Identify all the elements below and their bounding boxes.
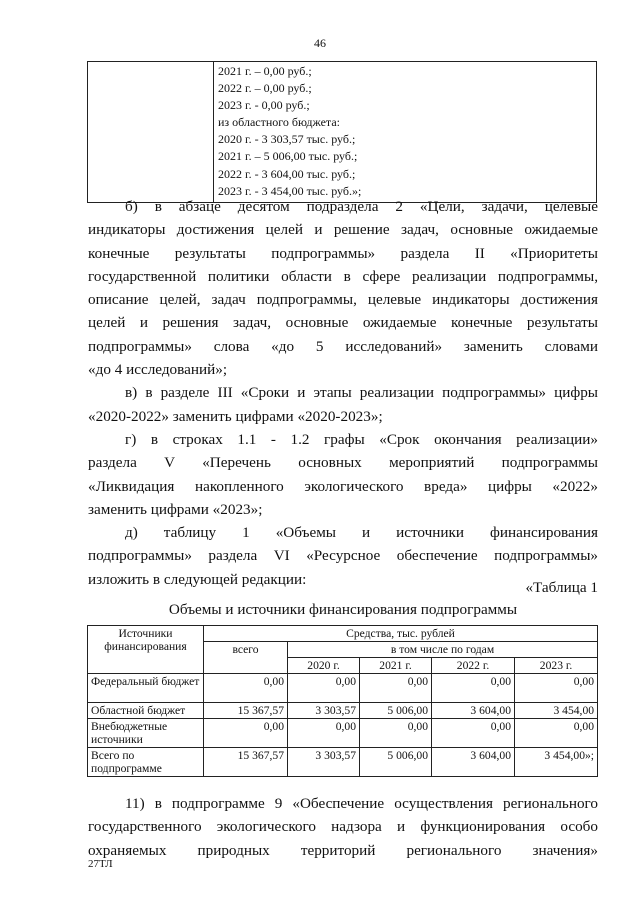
- value-cell: 5 006,00: [360, 748, 432, 777]
- header-year: 2023 г.: [515, 658, 598, 674]
- funding-line: 2023 г. - 3 454,00 тыс. руб.»;: [218, 183, 362, 198]
- paragraph-line: «до 4 исследований»;: [88, 361, 228, 379]
- header-total: всего: [204, 642, 288, 674]
- paragraph-line: конечные результаты подпрограммы» раздела II «Приоритеты: [88, 244, 598, 262]
- continuation-table-right-cell: [214, 62, 597, 203]
- funding-line: 2021 г. – 5 006,00 тыс. руб.;: [218, 149, 358, 164]
- paragraph-line: раздела V «Перечень основных мероприятий подпрограммы: [88, 454, 598, 472]
- paragraph-line: в) в разделе III «Сроки и этапы реализации подпрограммы» цифры: [125, 384, 598, 402]
- paragraph-line: подпрограммы» слова «до 5 исследований» заменить словами: [88, 337, 598, 355]
- header-sources: Источники финансирования: [88, 626, 204, 674]
- funding-line: 2023 г. - 0,00 руб.;: [218, 98, 310, 113]
- paragraph-line: подпрограммы» раздела VI «Ресурсное обеспечение подпрограммы»: [88, 547, 598, 565]
- value-cell: 3 454,00: [515, 703, 598, 719]
- subprogram-paragraph: [88, 792, 598, 862]
- value-cell: 0,00: [432, 719, 515, 748]
- paragraph-line: государственной политики области в сфере реализации подпрограммы,: [88, 267, 598, 285]
- source-cell: Внебюджетные источники: [88, 719, 204, 748]
- value-cell: 0,00: [204, 674, 288, 703]
- value-cell: 0,00: [360, 719, 432, 748]
- finance-table: [87, 625, 598, 777]
- header-year: 2022 г.: [432, 658, 515, 674]
- paragraph-line: «2020-2022» заменить цифрами «2020-2023»;: [88, 407, 383, 425]
- paragraph-line: целей и решения задач, основные ожидаемые конечные результаты: [88, 314, 598, 332]
- paragraph-line: заменить цифрами «2023»;: [88, 500, 263, 518]
- paragraph-line: индикаторы достижения целей и решение задач, основные ожидаемые: [88, 221, 598, 239]
- header-year: 2021 г.: [360, 658, 432, 674]
- value-cell: 0,00: [288, 719, 360, 748]
- paragraph-line: изложить в следующей редакции:: [88, 570, 307, 588]
- amendment-paragraphs: [88, 195, 598, 591]
- paragraph-line: д) таблицу 1 «Объемы и источники финансирования: [125, 524, 598, 542]
- funding-line: 2022 г. – 0,00 руб.;: [218, 81, 312, 96]
- value-cell: 3 303,57: [288, 748, 360, 777]
- table-row: [88, 674, 598, 703]
- source-cell: Областной бюджет: [88, 703, 204, 719]
- page-number: 46: [314, 36, 326, 50]
- funding-line: 2022 г. - 3 604,00 тыс. руб.;: [218, 166, 356, 181]
- continuation-table-left-cell: [88, 62, 214, 203]
- paragraph-line: 11) в подпрограмме 9 «Обеспечение осуществления регионального: [125, 795, 598, 812]
- paragraph-line: охраняемых природных территорий регионального значения»: [88, 841, 598, 859]
- value-cell: 15 367,57: [204, 703, 288, 719]
- value-cell: 3 604,00: [432, 748, 515, 777]
- header-by-years: в том числе по годам: [288, 642, 598, 658]
- source-cell: Федеральный бюджет: [88, 674, 204, 703]
- value-cell: 15 367,57: [204, 748, 288, 777]
- footer-code: 27ТЛ: [88, 858, 113, 870]
- funding-line: из областного бюджета:: [218, 115, 340, 130]
- table-label: «Таблица 1: [525, 579, 598, 596]
- value-cell: 3 303,57: [288, 703, 360, 719]
- funding-line: 2020 г. - 3 303,57 тыс. руб.;: [218, 132, 356, 147]
- value-cell: 0,00: [515, 674, 598, 703]
- value-cell: 3 454,00»;: [515, 748, 598, 777]
- value-cell: 0,00: [288, 674, 360, 703]
- value-cell: 5 006,00: [360, 703, 432, 719]
- table-row: [88, 703, 598, 719]
- table-row: [88, 719, 598, 748]
- table-title: Объемы и источники финансирования подпрограммы: [168, 601, 518, 618]
- table-row: [88, 748, 598, 777]
- header-funds: Средства, тыс. рублей: [204, 626, 598, 642]
- continuation-table: [87, 61, 597, 203]
- value-cell: 0,00: [432, 674, 515, 703]
- paragraph-line: государственного экологического надзора и функционирования особо: [88, 818, 598, 836]
- value-cell: 3 604,00: [432, 703, 515, 719]
- source-cell: Всего по подпрограмме: [88, 748, 204, 777]
- funding-line: 2021 г. – 0,00 руб.;: [218, 64, 312, 78]
- paragraph-line: «Ликвидация накопленного экологического вреда» цифры «2022»: [88, 477, 598, 495]
- value-cell: 0,00: [515, 719, 598, 748]
- value-cell: 0,00: [360, 674, 432, 703]
- header-year: 2020 г.: [288, 658, 360, 674]
- paragraph-line: описание целей, задач подпрограммы, целевые индикаторы достижения: [88, 291, 598, 309]
- paragraph-line: б) в абзаце десятом подраздела 2 «Цели, задачи, целевые: [125, 198, 598, 215]
- value-cell: 0,00: [204, 719, 288, 748]
- paragraph-line: г) в строках 1.1 - 1.2 графы «Срок окончания реализации»: [125, 430, 598, 448]
